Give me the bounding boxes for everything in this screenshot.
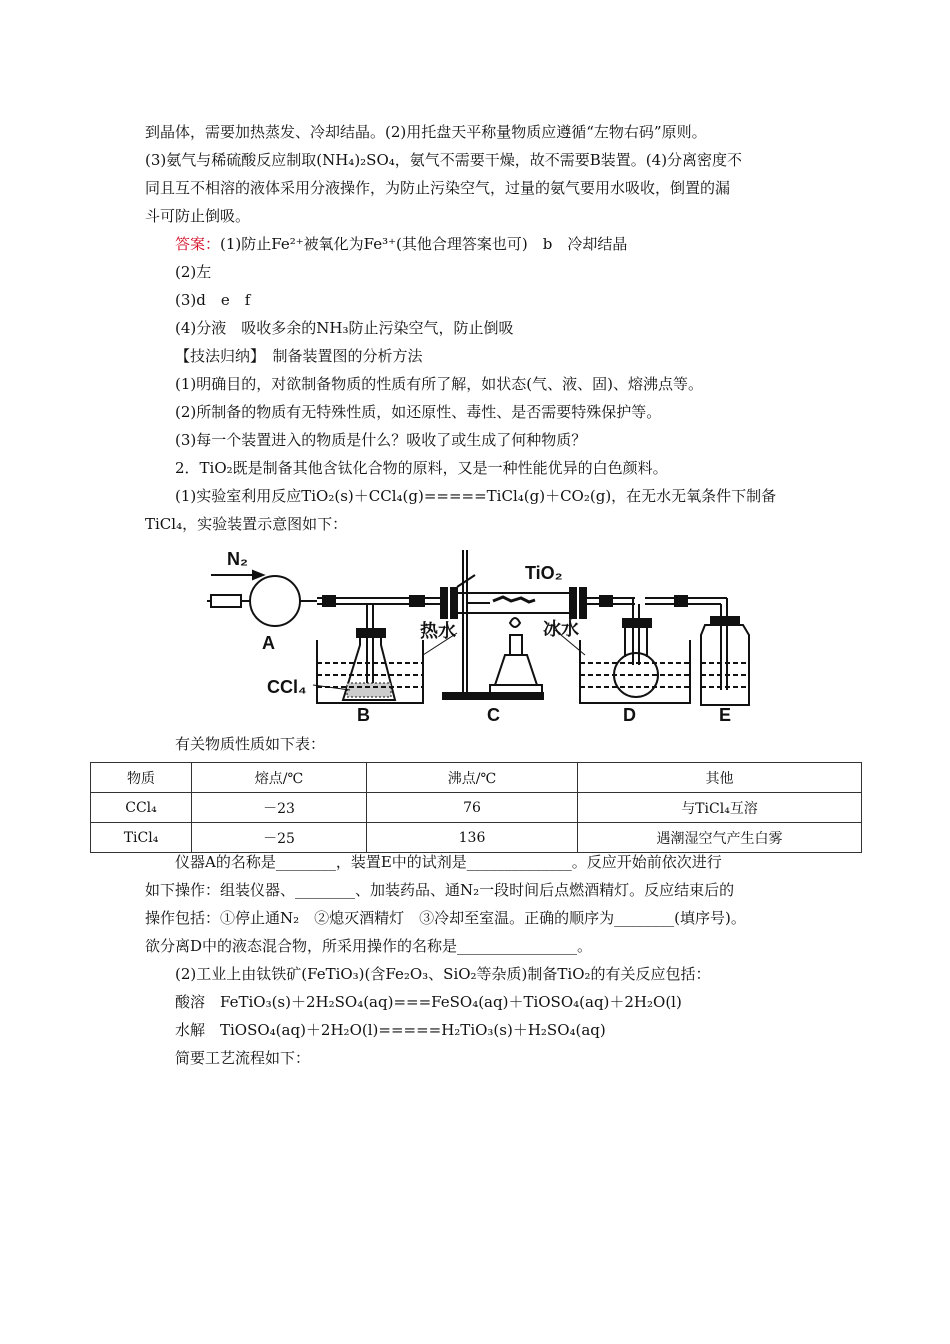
table-cell: 76 <box>367 793 578 823</box>
question-line: 如下操作：组装仪器、________、加装药品、通N₂一段时间后点燃酒精灯。反应结束后的 <box>145 881 735 899</box>
answer-line-2: (2)左 <box>175 263 212 281</box>
label-hot-water: 热水 <box>420 621 456 641</box>
label-A: A <box>262 633 275 653</box>
text-line: 同且互不相溶的液体采用分液操作，为防止污染空气，过量的氨气要用水吸收，倒置的漏 <box>145 179 731 197</box>
table-header: 熔点/℃ <box>192 763 367 793</box>
answer-label: 答案： <box>175 235 221 253</box>
text-line: 到晶体，需要加热蒸发、冷却结晶。(2)用托盘天平称量物质应遵循“左物右码”原则。 <box>145 123 707 141</box>
table-cell: 与TiCl₄互溶 <box>578 793 862 823</box>
table-header: 物质 <box>91 763 192 793</box>
reaction-acid-dissolve: 酸溶 FeTiO₃(s)＋2H₂SO₄(aq)===FeSO₄(aq)＋TiOSO₄(aq)＋2H₂O(l) <box>175 993 682 1011</box>
label-ccl4: CCl₄ <box>267 677 307 697</box>
properties-table <box>90 762 862 853</box>
question-2-part1: (1)实验室利用反应TiO₂(s)＋CCl₄(g)=====TiCl₄(g)＋CO₂(g)，在无水无氧条件下制备 <box>175 487 777 505</box>
question-2-part1-cont: TiCl₄，实验装置示意图如下： <box>145 515 348 533</box>
table-header-row <box>91 763 862 793</box>
label-C: C <box>487 705 500 725</box>
question-2-part2: (2)工业上由钛铁矿(FeTiO₃)(含Fe₂O₃、SiO₂等杂质)制备TiO₂的有关反应包括： <box>175 965 711 983</box>
answer-line-3: (3)d e f <box>175 291 251 309</box>
table-header: 其他 <box>578 763 862 793</box>
reaction-hydrolysis: 水解 TiOSO₄(aq)＋2H₂O(l)=====H₂TiO₃(s)＋H₂SO₄(aq) <box>175 1021 606 1039</box>
table-row <box>91 793 862 823</box>
table-cell: 遇潮湿空气产生白雾 <box>578 823 862 853</box>
table-cell: 136 <box>367 823 578 853</box>
summary-item: (3)每一个装置进入的物质是什么？吸收了或生成了何种物质？ <box>175 431 587 449</box>
apparatus-diagram <box>205 545 775 725</box>
answer-line-4: (4)分液 吸收多余的NH₃防止污染空气，防止倒吸 <box>175 319 514 337</box>
question-line: 操作包括：①停止通N₂ ②熄灭酒精灯 ③冷却至室温。正确的顺序为________(填序号)。 <box>145 909 746 927</box>
label-E: E <box>719 705 732 725</box>
summary-item: (1)明确目的，对欲制备物质的性质有所了解，如状态(气、液、固)、熔沸点等。 <box>175 375 703 393</box>
question-line: 仪器A的名称是________，装置E中的试剂是______________。反应开始前依次进行 <box>175 853 722 871</box>
text-line: (3)氨气与稀硫酸反应制取(NH₄)₂SO₄，氨气不需要干燥，故不需要B装置。(4)分离密度不 <box>145 151 743 169</box>
label-ice-water: 冰水 <box>543 619 579 639</box>
table-cell: －25 <box>192 823 367 853</box>
summary-title: 【技法归纳】 制备装置图的分析方法 <box>175 347 423 365</box>
table-cell: TiCl₄ <box>91 823 192 853</box>
question-2-intro: 2．TiO₂既是制备其他含钛化合物的原料，又是一种性能优异的白色颜料。 <box>175 459 668 477</box>
table-cell: －23 <box>192 793 367 823</box>
summary-item: (2)所制备的物质有无特殊性质，如还原性、毒性、是否需要特殊保护等。 <box>175 403 662 421</box>
table-cell: CCl₄ <box>91 793 192 823</box>
table-header: 沸点/℃ <box>367 763 578 793</box>
label-tio2: TiO₂ <box>525 563 563 583</box>
label-D: D <box>623 705 636 725</box>
flow-intro: 简要工艺流程如下： <box>175 1049 311 1067</box>
label-B: B <box>357 705 370 725</box>
label-n2: N₂ <box>227 549 248 569</box>
answer-line-1 <box>175 230 855 258</box>
question-line: 欲分离D中的液态混合物，所采用操作的名称是________________。 <box>145 937 593 955</box>
text-line: 斗可防止倒吸。 <box>145 207 251 225</box>
table-intro: 有关物质性质如下表： <box>175 735 326 753</box>
answer-text: (1)防止Fe²⁺被氧化为Fe³⁺(其他合理答案也可) b 冷却结晶 <box>220 235 628 253</box>
